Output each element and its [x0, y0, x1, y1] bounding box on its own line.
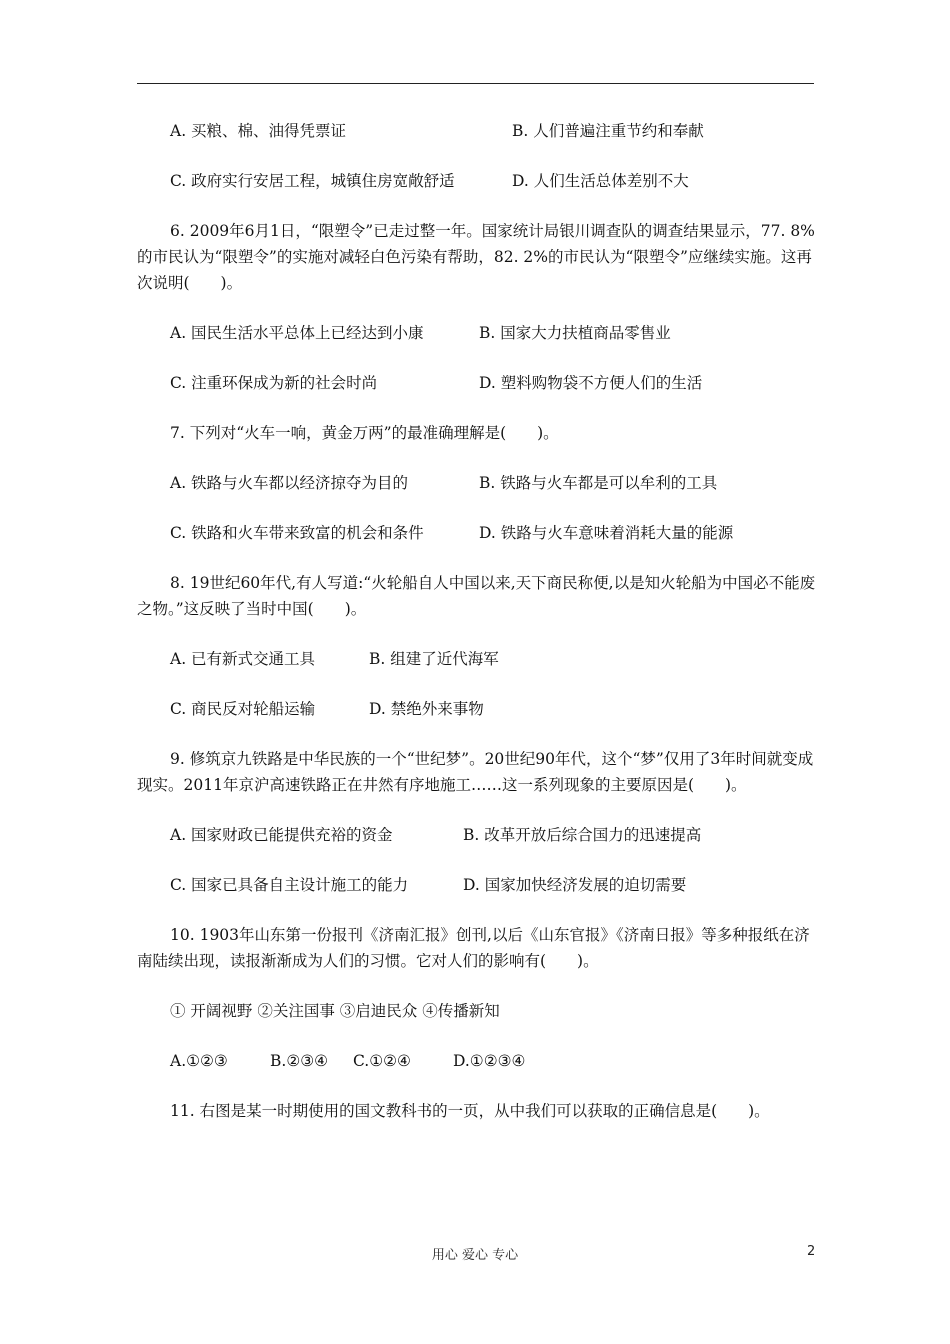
q7-option-c: C. 铁路和火车带来致富的机会和条件: [170, 524, 424, 542]
question-9-stem: 9. 修筑京九铁路是中华民族的一个“世纪梦”。20世纪90年代，这个“梦”仅用了3年时间就变成现实。2011年京沪高速铁路正在井然有序地施工……这一系列现象的主要原因是( )。: [137, 750, 814, 794]
question-6-stem: 6. 2009年6月1日，“限塑令”已走过整一年。国家统计局银川调查队的调查结果显示，77. 8%的市民认为“限塑令”的实施对减轻白色污染有帮助，82. 2%的市民认为“限塑令”应继续实施。这再次说明( )。: [137, 222, 815, 292]
q6-options-row-1: [137, 320, 817, 346]
question-7-stem: 7. 下列对“火车一响，黄金万两”的最准确理解是( )。: [170, 424, 559, 442]
header-rule: [137, 83, 814, 84]
q7-option-b: B. 铁路与火车都是可以牟利的工具: [479, 474, 718, 492]
q8-option-b: B. 组建了近代海军: [369, 650, 499, 668]
q9-option-a: A. 国家财政已能提供充裕的资金: [170, 826, 393, 844]
q5-option-a: A. 买粮、棉、油得凭票证: [170, 122, 347, 140]
q10-options-row: [137, 1048, 817, 1074]
q6-option-b: B. 国家大力扶植商品零售业: [479, 324, 671, 342]
q7-options-row-1: [137, 470, 817, 496]
q9-options-row-2: [137, 872, 817, 898]
page-number: 2: [807, 1244, 816, 1259]
page-footer: 用心 爱心 专心: [431, 1248, 519, 1263]
question-11-stem: 11. 右图是某一时期使用的国文教科书的一页，从中我们可以获取的正确信息是( )。: [170, 1102, 770, 1120]
q10-statement-list: ① 开阔视野 ②关注国事 ③启迪民众 ④传播新知: [170, 1002, 500, 1020]
q5-option-c: C. 政府实行安居工程，城镇住房宽敞舒适: [170, 172, 455, 190]
q10-items: [137, 998, 817, 1024]
question-8-stem: 8. 19世纪60年代,有人写道:“火轮船自人中国以来,天下商民称便,以是知火轮船为中国必不能废之物。”这反映了当时中国( )。: [137, 574, 816, 618]
q8-option-c: C. 商民反对轮船运输: [170, 700, 316, 718]
q9-option-c: C. 国家已具备自主设计施工的能力: [170, 876, 409, 894]
q8-options-row-2: [137, 696, 817, 722]
q7-option-a: A. 铁路与火车都以经济掠夺为目的: [170, 474, 409, 492]
q6-option-a: A. 国民生活水平总体上已经达到小康: [170, 324, 424, 342]
q6-options-row-2: [137, 370, 817, 396]
q9-option-d: D. 国家加快经济发展的迫切需要: [463, 876, 687, 894]
question-10-stem: 10. 1903年山东第一份报刊《济南汇报》创刊,以后《山东官报》《济南日报》等多种报纸在济南陆续出现，读报渐渐成为人们的习惯。它对人们的影响有( )。: [137, 926, 810, 970]
q10-option-b: B.②③④: [270, 1052, 329, 1070]
q5-option-b: B. 人们普遍注重节约和奉献: [512, 122, 704, 140]
q8-option-d: D. 禁绝外来事物: [369, 700, 484, 718]
q7-option-d: D. 铁路与火车意味着消耗大量的能源: [479, 524, 734, 542]
q10-option-a: A.①②③: [170, 1052, 228, 1070]
q9-options-row-1: [137, 822, 817, 848]
q10-option-c: C.①②④: [353, 1052, 411, 1070]
q6-option-c: C. 注重环保成为新的社会时尚: [170, 374, 378, 392]
q8-option-a: A. 已有新式交通工具: [170, 650, 316, 668]
q9-option-b: B. 改革开放后综合国力的迅速提高: [463, 826, 702, 844]
question-list: [137, 118, 817, 1124]
q5-option-d: D. 人们生活总体差别不大: [512, 172, 689, 190]
q8-options-row-1: [137, 646, 817, 672]
q5-options-row-1: [137, 118, 817, 144]
q10-option-d: D.①②③④: [453, 1052, 526, 1070]
q6-option-d: D. 塑料购物袋不方便人们的生活: [479, 374, 703, 392]
q5-options-row-2: [137, 168, 817, 194]
q7-options-row-2: [137, 520, 817, 546]
